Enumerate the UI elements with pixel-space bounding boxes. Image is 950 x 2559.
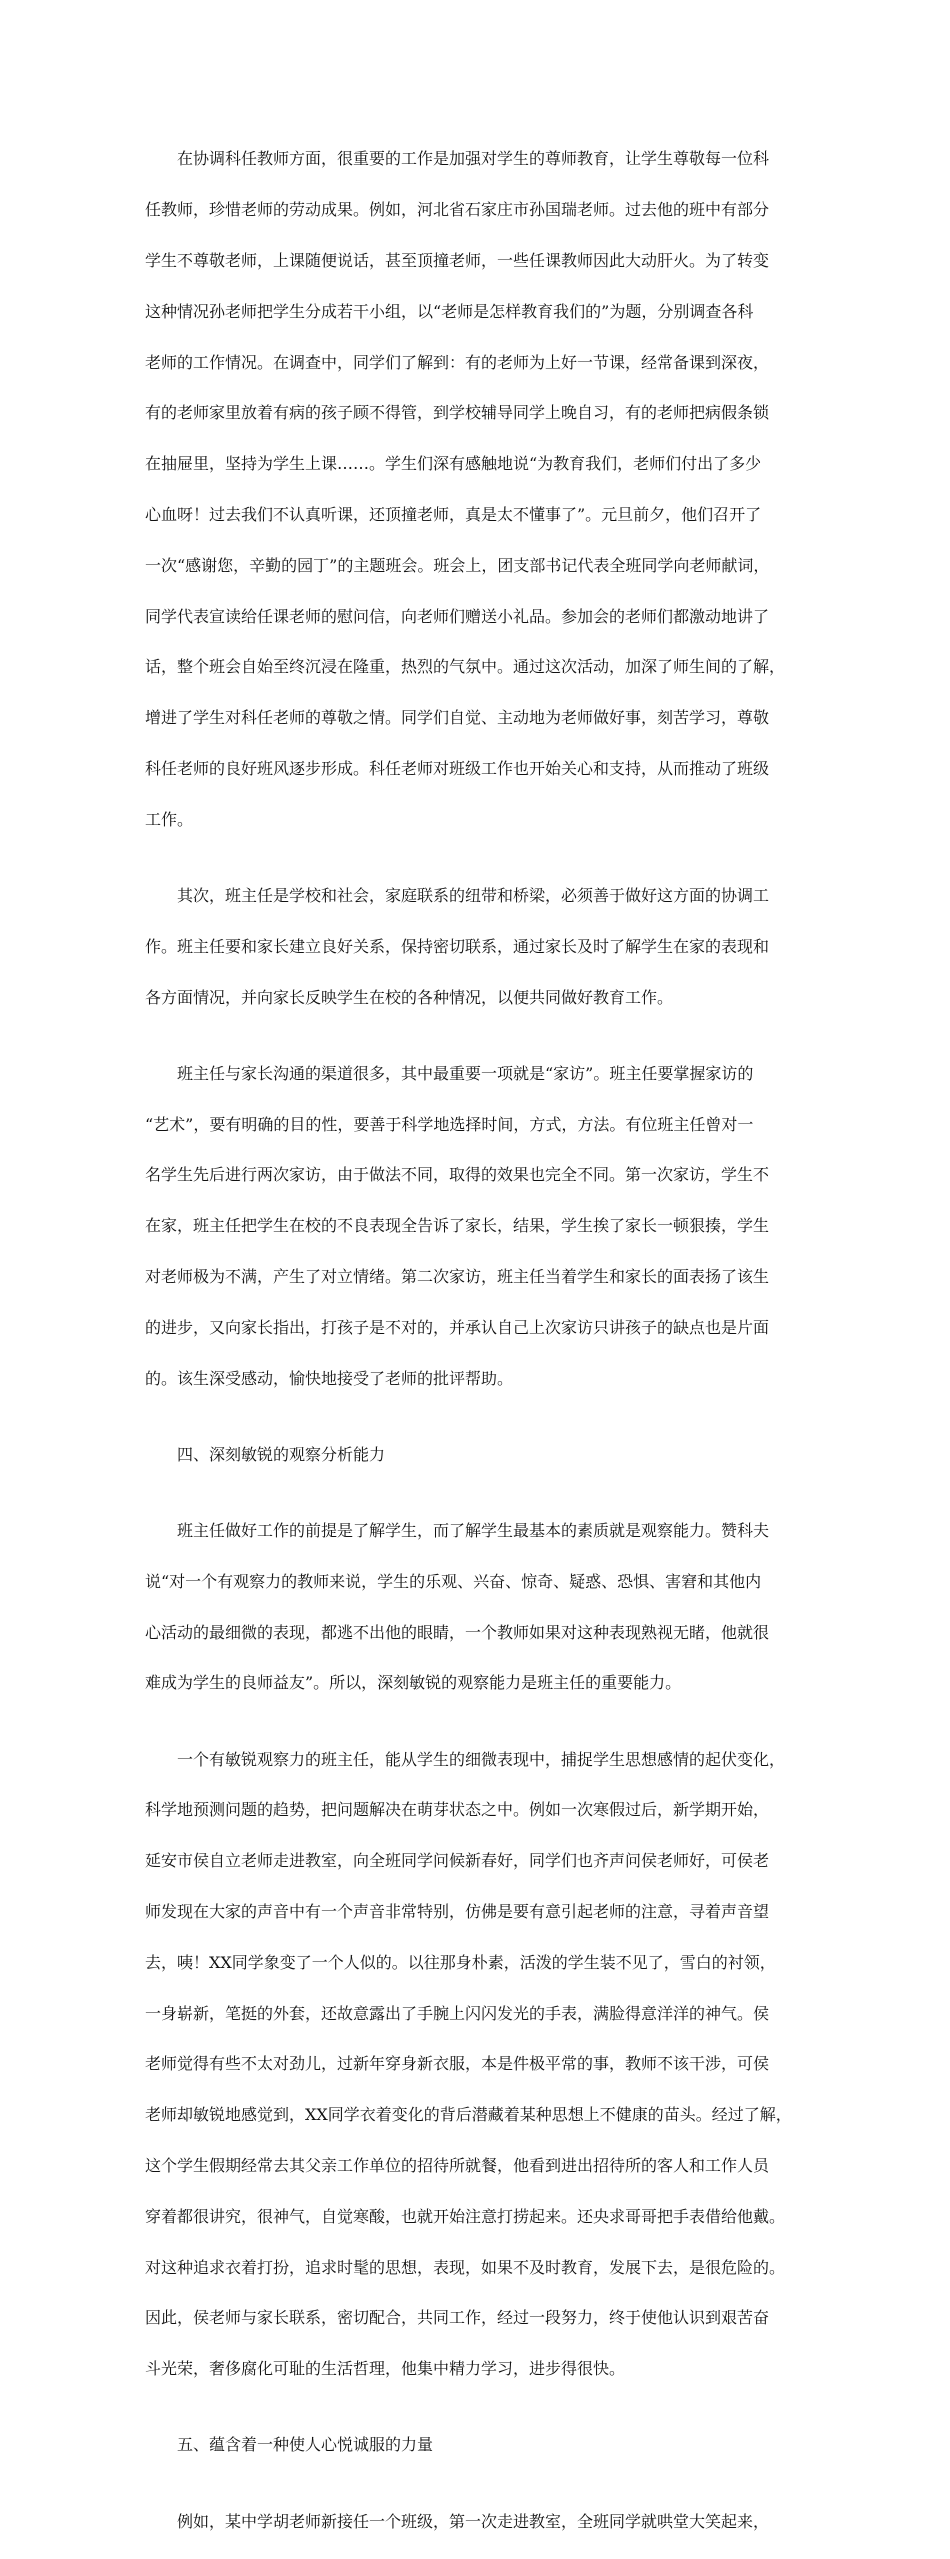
text-line: “艺术”，要有明确的目的性，要善于科学地选择时间，方式，方法。有位班主任曾对一 [145, 1114, 754, 1134]
paragraph-persuasion-example [145, 2483, 809, 2559]
text-line: 任教师，珍惜老师的劳动成果。例如，河北省石家庄市孙国瑞老师。过去他的班中有部分 [145, 200, 770, 220]
text-line: 例如，某中学胡老师新接任一个班级，第一次走进教室，全班同学就哄堂大笑起来， [145, 2511, 770, 2531]
text-line: 老师的工作情况。在调查中，同学们了解到：有的老师为上好一节课，经常备课到深夜， [145, 352, 770, 372]
text-line: 在家，班主任把学生在校的不良表现全告诉了家长，结果，学生挨了家长一顿狠揍，学生 [145, 1216, 770, 1236]
text-line: 同学代表宣读给任课老师的慰问信，向老师们赠送小礼品。参加会的老师们都激动地讲了 [145, 606, 770, 626]
text-line: 因此，侯老师与家长联系，密切配合，共同工作，经过一段努力，终于使他认识到艰苦奋 [145, 2308, 770, 2328]
section-heading: 五、蕴含着一种使人心悦诚服的力量 [145, 2435, 434, 2455]
paragraph-subject-teachers [145, 121, 809, 858]
text-line: 学生不尊敬老师，上课随便说话，甚至顶撞老师，一些任课教师因此大动肝火。为了转变 [145, 251, 770, 270]
text-line: 斗光荣，奢侈腐化可耻的生活哲理，他集中精力学习，进步得很快。 [145, 2359, 626, 2379]
section-heading: 四、深刻敏锐的观察分析能力 [145, 1444, 386, 1464]
text-line: 穿着都很讲究，很神气，自觉寒酸，也就开始注意打捞起来。还央求哥哥把手表借给他戴。 [145, 2206, 786, 2226]
text-line: 难成为学生的良师益友”。所以，深刻敏锐的观察能力是班主任的重要能力。 [145, 1673, 682, 1693]
text-line: 工作。 [145, 809, 194, 829]
text-line: 这种情况孙老师把学生分成若干小组，以“老师是怎样教育我们的”为题，分别调查各科 [145, 301, 754, 321]
text-line: 心活动的最细微的表现，都逃不出他的眼睛，一个教师如果对这种表现熟视无睹，他就很 [145, 1622, 770, 1642]
text-line: 班主任与家长沟通的渠道很多，其中最重要一项就是“家访”。班主任要掌握家访的 [145, 1063, 754, 1083]
text-line: 一次“感谢您，辛勤的园丁”的主题班会。班会上，团支部书记代表全班同学向老师献词， [145, 555, 770, 575]
text-line: 在协调科任教师方面，很重要的工作是加强对学生的尊师教育，让学生尊敬每一位科 [145, 149, 770, 169]
text-line: 一身崭新，笔挺的外套，还故意露出了手腕上闪闪发光的手表，满脸得意洋洋的神气。侯 [145, 2003, 770, 2023]
text-line: 一个有敏锐观察力的班主任，能从学生的细微表现中，捕捉学生思想感情的起伏变化， [145, 1749, 786, 1769]
document-body [145, 121, 809, 2559]
text-line: 班主任做好工作的前提是了解学生，而了解学生最基本的素质就是观察能力。赞科夫 [145, 1520, 770, 1540]
text-line: 科任老师的良好班风逐步形成。科任老师对班级工作也开始关心和支持，从而推动了班级 [145, 758, 770, 778]
text-line: 老师却敏锐地感觉到，XX同学衣着变化的背后潜藏着某种思想上不健康的苗头。经过了解， [145, 2105, 792, 2125]
paragraph-home-visit [145, 1035, 809, 1416]
text-line: 有的老师家里放着有病的孩子顾不得管，到学校辅导同学上晚自习，有的老师把病假条锁 [145, 403, 770, 423]
paragraph-observation-example [145, 1721, 809, 2407]
text-line: 对这种追求衣着打扮，追求时髦的思想，表现，如果不及时教育，发展下去，是很危险的。 [145, 2257, 786, 2277]
paragraph-school-family [145, 858, 809, 1036]
text-line: 去，咦！XX同学象变了一个人似的。以往那身朴素，活泼的学生装不见了，雪白的衬领， [145, 1952, 776, 1972]
section-heading-five [145, 2407, 809, 2483]
text-line: 这个学生假期经常去其父亲工作单位的招待所就餐，他看到进出招待所的客人和工作人员 [145, 2155, 770, 2175]
text-line: 话，整个班会自始至终沉浸在隆重，热烈的气氛中。通过这次活动，加深了师生间的了解， [145, 657, 786, 677]
text-line: 名学生先后进行两次家访，由于做法不同，取得的效果也完全不同。第一次家访，学生不 [145, 1165, 770, 1185]
text-line: 心血呀！过去我们不认真听课，还顶撞老师，真是太不懂事了”。元旦前夕，他们召开了 [145, 504, 762, 524]
text-line: 延安市侯自立老师走进教室，向全班同学问候新春好，同学们也齐声问侯老师好，可侯老 [145, 1851, 770, 1871]
text-line: 在抽屉里，坚持为学生上课……。学生们深有感触地说“为教育我们，老师们付出了多少 [145, 454, 762, 474]
text-line: 的。该生深受感动，愉快地接受了老师的批评帮助。 [145, 1368, 514, 1388]
text-line: 老师觉得有些不太对劲儿，过新年穿身新衣服，本是件极平常的事，教师不该干涉，可侯 [145, 2054, 770, 2074]
text-line: 各方面情况，并向家长反映学生在校的各种情况，以便共同做好教育工作。 [145, 987, 674, 1007]
text-line: 的进步，又向家长指出，打孩子是不对的，并承认自己上次家访只讲孩子的缺点也是片面 [145, 1317, 770, 1337]
text-line: 科学地预测问题的趋势，把问题解决在萌芽状态之中。例如一次寒假过后，新学期开始， [145, 1800, 770, 1820]
paragraph-observation [145, 1493, 809, 1722]
text-line: 说“对一个有观察力的教师来说，学生的乐观、兴奋、惊奇、疑惑、恐惧、害窘和其他内 [145, 1571, 762, 1591]
text-line: 师发现在大家的声音中有一个声音非常特别，仿佛是要有意引起老师的注意，寻着声音望 [145, 1901, 770, 1921]
section-heading-four [145, 1416, 809, 1492]
text-line: 增进了学生对科任老师的尊敬之情。同学们自觉、主动地为老师做好事，刻苦学习，尊敬 [145, 708, 770, 728]
text-line: 其次，班主任是学校和社会，家庭联系的纽带和桥梁，必须善于做好这方面的协调工 [145, 885, 770, 905]
text-line: 作。班主任要和家长建立良好关系，保持密切联系，通过家长及时了解学生在家的表现和 [145, 936, 770, 956]
text-line: 对老师极为不满，产生了对立情绪。第二次家访，班主任当着学生和家长的面表扬了该生 [145, 1266, 770, 1286]
